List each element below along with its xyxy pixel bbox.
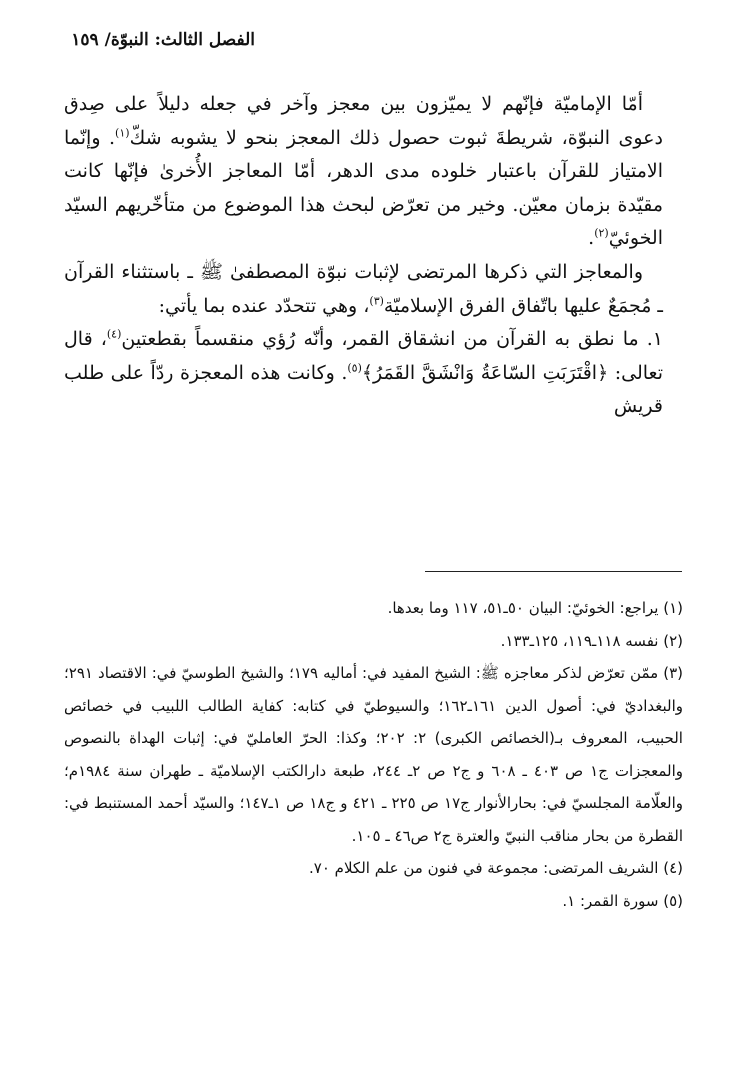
footnote-ref-5: (٥) [347, 361, 362, 375]
paragraph-1-text: أمّا الإماميّة فإنّهم لا يميّزون بين معجز وآخر في جعله دليلاً على صِدق دعوى النبوّة، شريطةَ ثبوت حصول ذلك المعجز بنحو لا يشوبه شكّ [64, 93, 663, 149]
footnote-5: (٥) سورة القمر: ١. [562, 891, 683, 910]
list-item-1 [64, 323, 663, 424]
paragraph-1-end: . [588, 227, 595, 250]
footnote-ref-1: (١) [115, 126, 130, 140]
footnotes [64, 592, 683, 917]
paragraph-1 [64, 88, 663, 256]
footnote-ref-4: (٤) [106, 327, 122, 341]
paragraph-2-end: ، وهي تتحدّد عنده بما يأتي: [158, 294, 370, 317]
footnote-2: (٢) نفسه ١١٨ـ١١٩، ١٢٥ـ١٣٣. [500, 631, 683, 650]
main-text [64, 88, 663, 424]
running-header: الفصل الثالث: النبوّة/ ١٥٩ [71, 30, 255, 50]
paragraph-2 [64, 256, 663, 323]
footnote-4: (٤) الشريف المرتضى: مجموعة في فنون من علم الكلام ٧٠. [309, 859, 683, 877]
paragraph-2-text: والمعاجز التي ذكرها المرتضى لإثبات نبوّة المصطفىٰ ﷺ ـ باستثناء القرآن ـ مُجمَعٌ عليها باتّفاق الفرق الإسلاميّة [64, 260, 663, 317]
footnote-1: (١) يراجع: الخوئيّ: البيان ٥٠ـ٥١، ١١٧ وما بعدها. [387, 599, 683, 617]
list-item-1-end: . وكانت هذه المعجزة ردّاً على طلب قريش [64, 361, 663, 418]
list-item-1-quote: ، قال تعالى: ﴿اقْتَرَبَتِ السّاعَةُ وَانْشَقَّ القَمَرُ﴾ [64, 328, 664, 384]
footnote-ref-2: (٢) [594, 227, 609, 241]
list-item-1-text: ١. ما نطق به القرآن من انشقاق القمر، وأنّه رُؤي منقسماً بقطعتين [121, 328, 663, 351]
paragraph-1-continuation: . وإنّما الامتياز للقرآن باعتبار خلوده مدى الدهر، أمّا المعاجز الأُخرىٰ فإنّها كانت مقيّدة بزمان معيّن. وخير من تعرّض لبحث هذا الموضوع من متأخّريهم السيّد الخوئيّ [64, 126, 663, 250]
footnote-3: (٣) ممّن تعرّض لذكر معاجزه ﷺ: الشيخ المفيد في: أماليه ١٧٩؛ والشيخ الطوسيّ في: الاقتصاد ٢٩١؛ والبغداديّ في: أصول الدين ١٦١ـ١٦٢؛ والسيوطيّ في كتابه: كفاية الطالب اللبيب في خصائص الحبيب، المعروف بـ(الخصائص الكبرى) ٢: ٢٠٢؛ وكذا: الحرّ العامليّ في: إثبات الهداة بالنصوص والمعجزات ج١ ص ٤٠٣ ـ ٦٠٨ و ج٢ ص ٢ـ ٢٤٤، طبعة دارالكتب الإسلاميّة ـ طهران سنة ١٩٨٤م؛ والعلّامة المجلسيّ في: بحارالأنوار ج١٧ ص ٢٢٥ ـ ٤٢١ و ج١٨ ص ١ـ١٤٧؛ والسيّد أحمد المستنبط في: القطرة من بحار مناقب النبيّ والعترة ج٢ ص٤٦ ـ ١٠٥. [64, 664, 684, 845]
footnote-ref-3: (٣) [369, 294, 384, 308]
footnote-divider [425, 571, 682, 572]
